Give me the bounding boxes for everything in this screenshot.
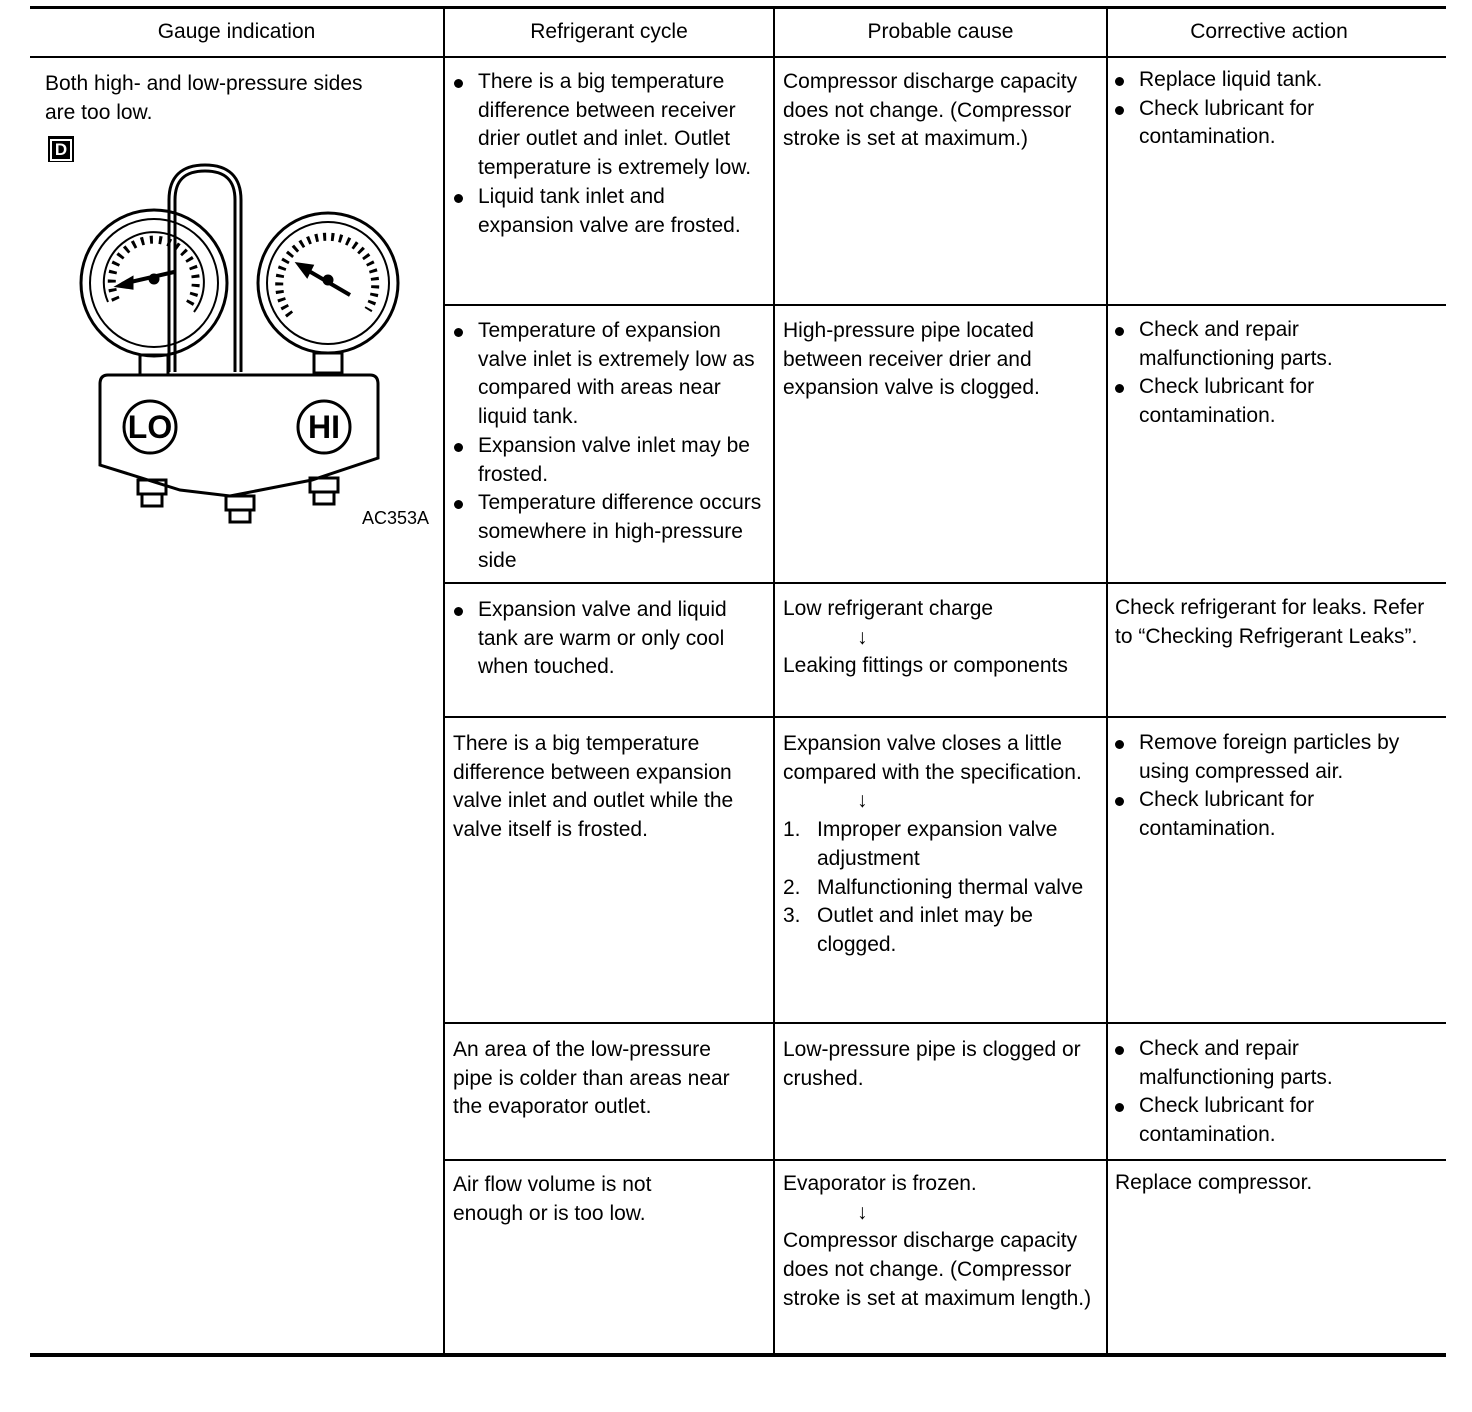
row-3-action: Check refrigerant for leaks. Refer to “Checking Refrigerant Leaks”. bbox=[1115, 596, 1425, 648]
row-5-action-item-1: Check and repair malfunctioning parts. bbox=[1113, 1035, 1431, 1092]
row-4-cause-arrow: ↓ bbox=[857, 789, 868, 813]
row-4-action bbox=[1113, 729, 1431, 844]
row-3-cycle-item-1: Expansion valve and liquid tank are warm or only cool when touched. bbox=[452, 596, 764, 682]
lo-port-label: LO bbox=[127, 409, 173, 445]
row-3-cycle bbox=[452, 596, 764, 682]
table-bottom-rule bbox=[30, 1353, 1446, 1357]
row-6-action: Replace compressor. bbox=[1115, 1171, 1313, 1194]
row-rule-4 bbox=[443, 1022, 1446, 1024]
col-divider-2 bbox=[773, 6, 775, 1356]
row-2-cause: High-pressure pipe located between receiver drier and expansion valve is clogged. bbox=[783, 319, 1040, 400]
figure-id-label: AC353A bbox=[362, 508, 430, 528]
manifold-gauge-illustration bbox=[70, 160, 420, 530]
hi-port-label: HI bbox=[308, 409, 340, 445]
row-6-cause-result: Compressor discharge capacity does not change. (Compressor stroke is set at maximum length.) bbox=[783, 1229, 1092, 1310]
row-3-cause-arrow: ↓ bbox=[857, 625, 868, 649]
row-6-cause bbox=[783, 1170, 1099, 1314]
row-3-cause bbox=[783, 595, 1099, 681]
row-2-cycle-item-2: Expansion valve inlet may be frosted. bbox=[452, 432, 764, 489]
gauge-text-line-1: Both high- and low-pressure sides bbox=[45, 72, 363, 95]
header-probable-cause: Probable cause bbox=[867, 20, 1014, 43]
row-5-action-item-2: Check lubricant for contamination. bbox=[1113, 1092, 1431, 1149]
row-4-cause-item-3: 3. Outlet and inlet may be clogged. bbox=[783, 904, 1033, 956]
row-2-cycle-item-3: Temperature difference occurs somewhere in high-pressure side bbox=[452, 489, 764, 575]
header-refrigerant-cycle: Refrigerant cycle bbox=[530, 20, 688, 43]
row-5-action bbox=[1113, 1035, 1431, 1150]
row-2-action-item-2: Check lubricant for contamination. bbox=[1113, 373, 1431, 430]
row-4-cause-initial: Expansion valve closes a little compared with the specification. bbox=[783, 732, 1082, 784]
row-3-cause-initial: Low refrigerant charge bbox=[783, 597, 994, 620]
row-6-cause-initial: Evaporator is frozen. bbox=[783, 1172, 977, 1195]
row-rule-2 bbox=[443, 582, 1446, 584]
row-4-cycle: There is a big temperature difference between expansion valve inlet and outlet while the valve itself is frosted. bbox=[453, 732, 734, 842]
row-6-cycle: Air flow volume is not enough or is too low. bbox=[453, 1173, 652, 1225]
pattern-badge bbox=[48, 136, 74, 162]
gauge-indication-text bbox=[45, 70, 435, 127]
row-1-cycle-item-2: Liquid tank inlet and expansion valve are frosted. bbox=[452, 183, 764, 240]
row-1-action-item-1: Replace liquid tank. bbox=[1113, 66, 1431, 95]
pattern-badge-letter: D bbox=[50, 139, 72, 161]
gauge-text-line-2: are too low. bbox=[45, 100, 153, 124]
row-4-action-item-2: Check lubricant for contamination. bbox=[1113, 786, 1431, 843]
row-4-cause-item-1: 1. Improper expansion valve adjustment bbox=[783, 818, 1058, 870]
col-divider-3 bbox=[1106, 6, 1108, 1356]
header-corrective-action: Corrective action bbox=[1190, 20, 1348, 43]
row-6-cause-arrow: ↓ bbox=[857, 1200, 868, 1224]
row-2-cycle-item-1: Temperature of expansion valve inlet is extremely low as compared with areas near liquid tank. bbox=[452, 317, 764, 432]
row-1-cycle bbox=[452, 68, 764, 240]
row-1-cause: Compressor discharge capacity does not change. (Compressor stroke is set at maximum.) bbox=[783, 70, 1078, 151]
row-rule-5 bbox=[443, 1159, 1446, 1161]
table-top-rule bbox=[30, 6, 1446, 9]
row-4-action-item-1: Remove foreign particles by using compressed air. bbox=[1113, 729, 1431, 786]
row-5-cause: Low-pressure pipe is clogged or crushed. bbox=[783, 1038, 1081, 1090]
row-3-cause-result: Leaking fittings or components bbox=[783, 654, 1068, 678]
row-1-action bbox=[1113, 66, 1431, 152]
header-gauge-indication: Gauge indication bbox=[157, 20, 316, 43]
row-2-action-item-1: Check and repair malfunctioning parts. bbox=[1113, 316, 1431, 373]
row-rule-3 bbox=[443, 716, 1446, 718]
row-4-cause bbox=[783, 730, 1101, 960]
col-divider-1 bbox=[443, 6, 445, 1356]
row-1-action-item-2: Check lubricant for contamination. bbox=[1113, 95, 1431, 152]
row-1-cycle-item-1: There is a big temperature difference between receiver drier outlet and inlet. Outlet temperature is extremely low. bbox=[452, 68, 764, 183]
header-rule bbox=[30, 56, 1446, 58]
row-2-cycle bbox=[452, 317, 764, 575]
row-5-cycle: An area of the low-pressure pipe is colder than areas near the evaporator outlet. bbox=[453, 1038, 730, 1119]
row-4-cause-item-2: 2. Malfunctioning thermal valve bbox=[783, 875, 1084, 899]
row-rule-1 bbox=[443, 304, 1446, 306]
row-2-action bbox=[1113, 316, 1431, 431]
